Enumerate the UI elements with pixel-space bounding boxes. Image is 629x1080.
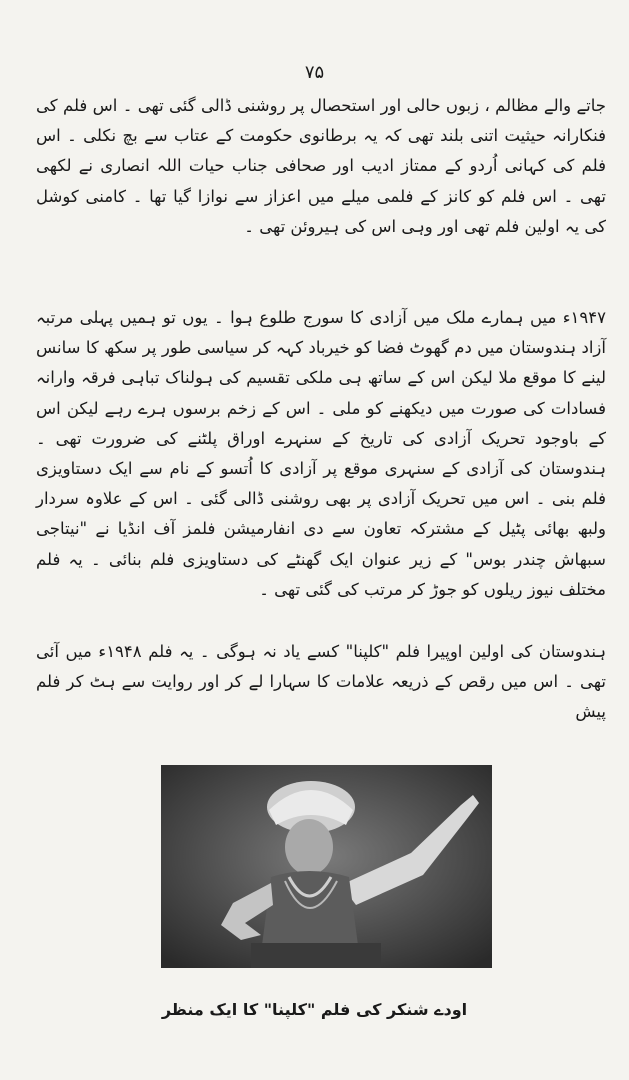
paragraph-2: ۱۹۴۷ء میں ہمارے ملک میں آزادی کا سورج طلوع ہوا ۔ یوں تو ہمیں پہلی مرتبہ آزاد ہندوستان میں دم گھوٹ فضا کو خیرباد کہہ کر سیاسی طور پر سکھ کا سانس لینے کا موقع ملا لیکن اس کے ساتھ ہی ملکی تقسیم کی ہولناک تباہی فرقہ وارانہ فسادات کی صورت میں دیکھنے کو ملی ۔ اس کے زخم برسوں ہرے رہے لیکن اس کے باوجود تحریک آزادی کی تاریخ کے سنہرے اوراق پلٹنے کی ضرورت تھی ۔ ہندوستان کی آزادی کے سنہری موقع پر آزادی کا اُتسو کے نام سے ایک دستاویزی فلم بنی ۔ اس میں تحریک آزادی پر بھی روشنی ڈالی گئی ۔ اس کے علاوہ سردار ولبھ بھائی پٹیل کے مشترکہ تعاون سے دی انفارمیشن فلمز آف انڈیا نے "نیتاجی سبھاش چندر بوس" کے زیر عنوان ایک گھنٹے کی دستاویزی فلم بنائی ۔ یہ فلم مختلف نیوز ریلوں کو جوڑ کر مرتب کی گئی تھی ۔ <box>36 308 606 599</box>
dancer-photo <box>161 765 492 968</box>
paragraph-3: ہندوستان کی اولین اوپیرا فلم "کلپنا" کسے یاد نہ ہوگی ۔ یہ فلم ۱۹۴۸ء میں آئی تھی ۔ اس میں رقص کے ذریعہ علامات کا سہارا لے کر اور روایت سے ہٹ کر فلم پیش <box>36 642 606 722</box>
page-number: ۷۵ <box>304 62 325 83</box>
paragraph-1: جاتے والے مظالم ، زبوں حالی اور استحصال پر روشنی ڈالی گئی تھی ۔ اس فلم کی فنکارانہ حیثیت اتنی بلند تھی کہ یہ برطانوی حکومت کے عتاب سے بچ نکلی ۔ اس فلم کی کہانی اُردو کے ممتاز ادیب اور صحافی جناب حیات اللہ انصاری نے لکھی تھی ۔ اس فلم کو کانز کے فلمی میلے میں اعزاز سے نوازا گیا تھا ۔ کامنی کوشل کی یہ اولین فلم تھی اور وہی اس کی ہیروئن تھی ۔ <box>36 96 606 236</box>
photo-caption: اودے شنکر کی فلم "کلپنا" کا ایک منظر <box>161 1000 468 1019</box>
